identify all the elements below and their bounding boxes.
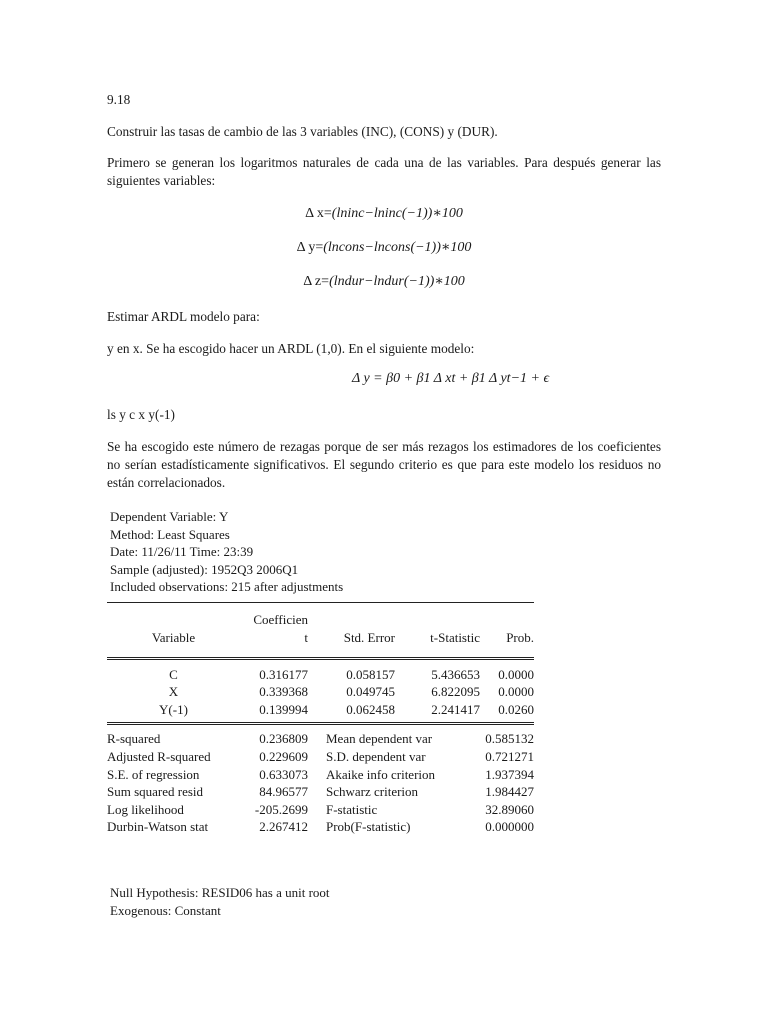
stat-label: Adjusted R-squared xyxy=(107,749,211,765)
included-observations: Included observations: 215 after adjustments xyxy=(110,579,344,595)
row-t-statistic: 6.822095 xyxy=(431,684,480,700)
row-coefficient: 0.139994 xyxy=(259,701,308,717)
exogenous: Exogenous: Constant xyxy=(110,902,221,918)
stats-row xyxy=(107,766,534,784)
stat-value: 0.229609 xyxy=(259,749,308,765)
paragraph-lag-justification: Se ha escogido este número de rezagas porque de ser más rezagos los estimadores de los coeficientes no serían estadísticamente significativos. El segundo criterio es que para este modelo los residuos no están correlacionados. xyxy=(107,439,661,490)
row-variable: X xyxy=(168,684,179,700)
stat-label: Sum squared resid xyxy=(107,784,204,800)
header-std-error: Std. Error xyxy=(343,629,395,645)
stat-label: Log likelihood xyxy=(107,801,184,817)
stat-value: 0.585132 xyxy=(485,731,534,747)
equation-delta-y: Δ y=(lncons−lncons(−1))∗100 xyxy=(296,240,472,255)
output-header xyxy=(110,508,343,596)
row-variable: C xyxy=(169,666,178,682)
stat-label: Prob(F-statistic) xyxy=(326,819,411,835)
eviews-command: ls y c x y(-1) xyxy=(107,407,175,422)
stats-row xyxy=(107,801,534,819)
equation-lhs: Δ x xyxy=(305,206,324,221)
stat-value: -205.2699 xyxy=(254,801,308,817)
equation-delta-z: Δ z=(lndur−lndur(−1))∗100 xyxy=(303,274,465,289)
unit-root-test-header xyxy=(110,884,330,919)
stat-value: 1.984427 xyxy=(485,784,534,800)
row-coefficient: 0.339368 xyxy=(259,684,308,700)
method: Method: Least Squares xyxy=(110,526,230,542)
header-coefficient: Coefficien t xyxy=(253,612,308,645)
header-prob: Prob. xyxy=(506,629,534,645)
stat-label: R-squared xyxy=(107,731,161,747)
stats-row xyxy=(107,818,534,836)
ardl-model-equation: Δ y = β0 + β1 Δ xt + β1 Δ yt−1 + ϵ xyxy=(352,371,550,386)
stat-label: Mean dependent var xyxy=(326,731,433,747)
stat-label: Durbin-Watson stat xyxy=(107,819,209,835)
equation-lhs: Δ y xyxy=(296,240,316,255)
equation-rhs: (lndur−lndur(−1))∗100 xyxy=(329,274,465,289)
regression-table xyxy=(107,602,534,836)
paragraph-logarithms: Primero se generan los logaritmos naturales de cada una de las variables. Para después generar las siguientes variables: xyxy=(107,155,661,188)
row-std-error: 0.058157 xyxy=(346,666,395,682)
stat-value: 84.96577 xyxy=(259,784,308,800)
row-prob: 0.0000 xyxy=(498,666,534,682)
date-time: Date: 11/26/11 Time: 23:39 xyxy=(110,544,254,560)
stat-label: Schwarz criterion xyxy=(326,784,419,800)
header-variable: Variable xyxy=(151,629,196,645)
stat-label: F-statistic xyxy=(326,801,378,817)
equation-lhs: Δ z xyxy=(303,274,322,289)
equation-delta-x: Δ x=(lninc−lninc(−1))∗100 xyxy=(305,206,463,221)
header-t-statistic: t-Statistic xyxy=(430,629,480,645)
row-coefficient: 0.316177 xyxy=(259,666,308,682)
paragraph-model-choice: y en x. Se ha escogido hacer un ARDL (1,0). En el siguiente modelo: xyxy=(107,341,475,356)
stats-row xyxy=(107,783,534,801)
table-row xyxy=(107,701,534,724)
stat-label: Akaike info criterion xyxy=(326,766,436,782)
equation-rhs: (lninc−lninc(−1))∗100 xyxy=(331,206,463,221)
row-t-statistic: 5.436653 xyxy=(431,666,480,682)
null-hypothesis: Null Hypothesis: RESID06 has a unit root xyxy=(110,885,330,900)
stat-value: 0.721271 xyxy=(485,749,534,765)
row-std-error: 0.062458 xyxy=(346,701,395,717)
paragraph-estimate-ardl: Estimar ARDL modelo para: xyxy=(107,309,260,324)
paragraph-construct-rates: Construir las tasas de cambio de las 3 variables (INC), (CONS) y (DUR). xyxy=(107,124,498,139)
row-prob: 0.0260 xyxy=(498,701,534,717)
stat-label: S.E. of regression xyxy=(107,766,200,782)
row-variable: Y(-1) xyxy=(159,701,188,717)
stat-label: S.D. dependent var xyxy=(326,749,426,765)
row-prob: 0.0000 xyxy=(498,684,534,700)
equation-rhs: (lncons−lncons(−1))∗100 xyxy=(323,240,472,255)
stat-value: 0.236809 xyxy=(259,731,308,747)
section-number: 9.18 xyxy=(107,92,131,107)
table-row xyxy=(107,683,534,701)
row-t-statistic: 2.241417 xyxy=(431,701,480,717)
table-row xyxy=(107,658,534,683)
stats-row xyxy=(107,748,534,766)
stat-value: 32.89060 xyxy=(485,801,534,817)
table-header-row xyxy=(107,603,534,647)
stats-row xyxy=(107,724,534,748)
sample-range: Sample (adjusted): 1952Q3 2006Q1 xyxy=(110,561,299,577)
stat-value: 0.000000 xyxy=(485,819,534,835)
stat-value: 1.937394 xyxy=(485,766,534,782)
dependent-variable: Dependent Variable: Y xyxy=(110,509,229,524)
stat-value: 0.633073 xyxy=(259,766,308,782)
row-std-error: 0.049745 xyxy=(346,684,395,700)
stat-value: 2.267412 xyxy=(259,819,308,835)
